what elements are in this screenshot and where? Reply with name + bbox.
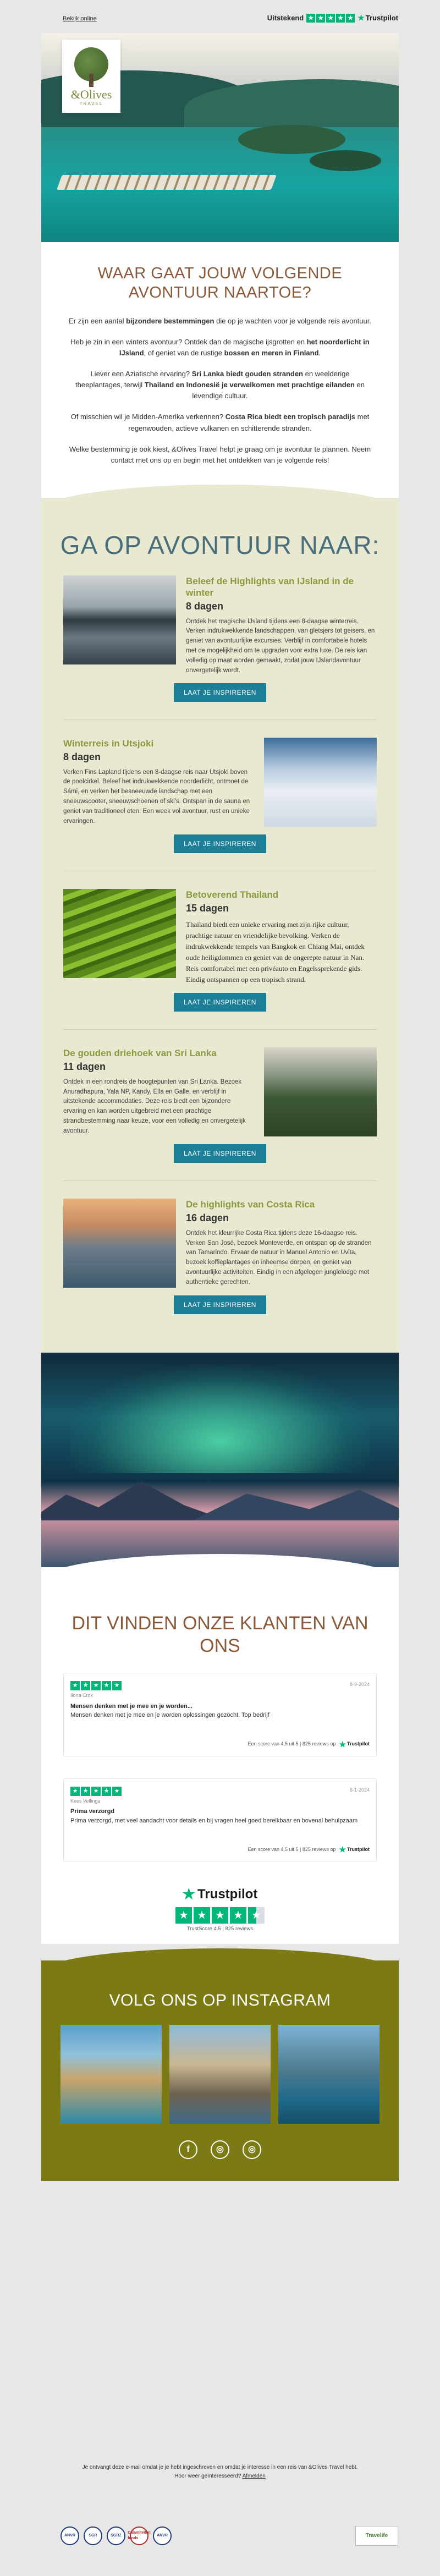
trustpilot-star-icon: ★ [339,1845,346,1854]
star-icon: ★ [81,1787,90,1796]
calamiteitenfonds-badge: Calamiteiten fonds [130,2526,148,2545]
star-icon: ★ [81,1681,90,1690]
trip-description: Ontdek in een rondreis de hoogtepunten van Sri Lanka. Bezoek Anuradhapura, Yala NP, Kandy, Ella en Galle, en verblijf in uitstekende accommodaties. Deze reis biedt een bijzondere ervaring en kan worden uitgebreid met een prachtige strandbestemming naar keuze, voor een volledig en onvergetelijk avontuur. [63,1078,246,1134]
review-card[interactable] [63,1778,377,1862]
review-footer [70,1844,370,1855]
trustpilot-star-icon: ★ [339,1739,346,1749]
trip-duration: 8 dagen [186,600,224,612]
review-title: Prima verzorgd [70,1808,115,1815]
trustpilot-summary-stars [63,1907,377,1924]
star-icon: ★ [102,1787,111,1796]
divider [63,719,377,720]
intro-title: WAAR GAAT JOUW VOLGENDE AVONTUUR NAARTOE? [97,265,343,301]
footer-unsubscribe-line [41,2472,399,2481]
top-bar [61,12,398,23]
review-author: Kees Vellinga [70,1798,101,1804]
trip-title[interactable]: Betoverend Thailand [186,889,279,900]
star-icon: ★ [346,14,355,23]
trustscore: TrustScore 4.5 | 825 reviews [186,1926,254,1932]
trip-duration: 16 dagen [186,1212,229,1223]
text: Liever een Aziatische ervaring? [90,370,192,378]
trip-image-utsjoki[interactable] [264,738,377,827]
review-text: Prima verzorgd, met veel aandacht voor details en bij vragen heel goed bereikbaar en bovenal behulpzaam [70,1817,358,1824]
sgrz-badge: SGRZ [107,2526,125,2545]
review-date: 8-9-2024 [349,1682,370,1688]
olives-travel-logo[interactable] [62,40,120,113]
intro-paragraph [69,411,371,433]
text-bold: bijzondere bestemmingen [126,316,215,325]
facebook-icon[interactable]: f [179,2140,197,2159]
trip-title[interactable]: Winterreis in Utsjoki [63,738,154,749]
footer [41,2463,399,2481]
text-bold: bossen en meren in Finland [224,348,319,357]
inspire-button[interactable]: LAAT JE INSPIREREN [174,993,266,1012]
trustpilot-stars [306,14,355,23]
hero-floating-huts [57,175,277,190]
divider [63,1180,377,1181]
social-links [61,2140,380,2159]
instagram-post-image[interactable] [278,2025,380,2124]
trip-title[interactable]: Beleef de Highlights van IJsland in de winter [186,576,354,598]
star-icon: ★ [326,14,335,23]
trip-duration: 8 dagen [63,751,101,762]
star-icon: ★ [212,1907,228,1924]
star-icon: ★ [112,1787,122,1796]
star-icon: ★ [336,14,345,23]
text-bold: Thailand en Indonesië je verwelkomen met prachtige eilanden [144,381,355,389]
trip-text [63,1047,254,1136]
trip-image-costa-rica[interactable] [63,1199,176,1288]
review-footer [70,1739,370,1750]
text: Of misschien wil je Midden-Amerika verkennen? [70,413,226,421]
trip-title[interactable]: De gouden driehoek van Sri Lanka [63,1048,217,1059]
divider [63,1029,377,1030]
text: en weelderige theeplantages, terwijl [75,370,350,389]
text: Er zijn een aantal [69,316,127,325]
anvr-badge: ANVR [153,2526,172,2545]
instagram-post-image[interactable] [169,2025,271,2124]
instagram-post-image[interactable] [61,2025,162,2124]
trip-description: Ontdek het magische IJsland tijdens een 8-daagse winterreis. Verken indrukwekkende landschappen, van gletsjers tot geisers, en geniet van avontuurlijke excursies. Verblijf in comfortabele hotels met de mogelijkheid om te upgraden voor extra luxe. De reis kan volledig op maat worden gemaakt, zodat jouw IJslandavontuur onvergetelijk wordt. [186,618,375,674]
star-icon: ★ [112,1681,122,1690]
intro-paragraph [69,316,371,327]
inspire-button[interactable]: LAAT JE INSPIREREN [174,683,266,702]
trip-duration: 15 dagen [186,902,229,914]
trustpilot-brand: Trustpilot [365,13,398,22]
reviews-title: DIT VINDEN ONZE KLANTEN VAN ONS [72,1613,369,1657]
text: Hoor weer geïnteresseerd? [174,2473,243,2479]
hero-island [238,125,345,154]
instagram-icon[interactable]: ◎ [243,2140,261,2159]
review-date: 8-1-2024 [349,1787,370,1793]
text-bold: het noorderlicht in IJsland [119,337,370,357]
trustpilot-logo [358,12,398,24]
section-curve [41,1567,399,1606]
trustpilot-logo [339,1739,370,1750]
hero-image [41,33,399,242]
text: Heb je zin in een winters avontuur? Ontdek dan de magische ijsgrotten en [70,337,307,346]
star-icon: ★ [91,1681,101,1690]
anvr-badge: ANVR [61,2526,79,2545]
intro-paragraph [69,337,371,359]
footer-notice: Je ontvangt deze e-mail omdat je je hebt ingeschreven en omdat je interesse in een reis van &Olives Travel hebt. [82,2464,358,2470]
trip-text [186,1199,377,1288]
trip-card [41,889,399,1012]
trip-duration: 11 dagen [63,1061,106,1072]
trustpilot-star-icon: ★ [182,1886,195,1903]
text: en levendige cultuur. [192,381,365,400]
trustpilot-rating-label: Uitstekend [267,13,304,22]
sgr-badge: SGR [84,2526,102,2545]
review-author: Ilona Crok [70,1693,94,1699]
trip-description: Verken Fins Lapland tijdens een 8-daagse reis naar Utsjoki boven de poolcirkel. Beleef het indrukwekkende noorderlicht, ontmoet de Sámi, en verken het besneeuwde landschap met een sneeuwscooter, sneeuwschoenen of ski's. Ontspan in de sauna en geniet van traditioneel eten. Een week vol avontuur, rust en unieke ervaringen. [63,768,250,825]
view-online-link[interactable]: Bekijk online [63,15,97,22]
trip-image-sri-lanka[interactable] [264,1047,377,1136]
certification-badges [61,2526,398,2546]
trustpilot-summary[interactable] [63,1883,377,1933]
star-icon: ★ [230,1907,246,1924]
text: met regenwouden, actieve vulkanen en schitterende stranden. [128,413,370,432]
review-score: Een score van 4,5 uit 5 | 825 reviews op [248,1741,336,1747]
trustpilot-brand: Trustpilot [347,1846,370,1852]
review-card[interactable] [63,1673,377,1756]
intro-paragraph [69,369,371,402]
email-body [41,33,399,2181]
travelife-badge: Travelife [355,2526,398,2546]
trip-text [186,889,377,985]
star-icon: ★ [70,1681,80,1690]
instagram-icon[interactable]: ◎ [211,2140,229,2159]
star-icon: ★ [316,14,325,23]
aurora-mountain [184,1486,399,1524]
logo-name: &Olives [70,87,112,101]
trip-card [41,1047,399,1163]
text-bold: Sri Lanka biedt gouden stranden [191,370,303,378]
intro-paragraph: Welke bestemming je ook kiest, &Olives Travel helpt je graag om je avontuur te plannen. Neem contact met ons op en begin met het ontdekken van je volgende reis! [69,444,371,464]
review-text: Mensen denken met je mee en je worden oplossingen gezocht. Top bedrijf [70,1712,270,1719]
review-score: Een score van 4,5 uit 5 | 825 reviews op [248,1846,336,1852]
adventure-section [41,498,399,1353]
unsubscribe-link[interactable]: Afmelden [242,2473,266,2479]
text: die op je wachten voor je volgende reis avontuur. [214,316,371,325]
review-title: Mensen denken met je mee en je worden... [70,1702,193,1710]
star-icon: ★ [194,1907,210,1924]
trustpilot-logo [339,1844,370,1855]
reviews-section [41,1606,399,1944]
trip-card [41,1199,399,1314]
trip-text [186,575,377,675]
star-icon: ★ [91,1787,101,1796]
star-icon: ★ [70,1787,80,1796]
trustpilot-header-rating[interactable] [267,12,398,24]
adventure-title: GA OP AVONTUUR NAAR: [60,531,380,559]
text: . [318,348,321,357]
trustpilot-brand: Trustpilot [197,1886,258,1902]
text: , of geniet van de rustige [144,348,224,357]
star-icon: ★ [102,1681,111,1690]
star-icon: ★ [175,1907,192,1924]
instagram-title: VOLG ONS OP INSTAGRAM [109,1991,331,2010]
review-stars [70,1787,370,1796]
olive-tree-trunk [89,74,94,87]
inspire-button[interactable]: LAAT JE INSPIREREN [174,1295,266,1314]
trip-image-iceland[interactable] [63,575,176,664]
trip-text [63,738,254,827]
star-half-icon: ★ [248,1907,265,1924]
trip-description: Ontdek het kleurrijke Costa Rica tijdens deze 16-daagse reis. Verken San José, bezoek Monteverde, en ontspan op de stranden van Tamarindo. Ervaar de natuur in Manuel Antonio en Uvita, bezoek koffieplantages en inheemse dorpen, en geniet van avontuurlijke activiteiten. Eindig in een afgelegen junglelodge met authentieke gerechten. [186,1229,372,1286]
text-bold: Costa Rica biedt een tropisch paradijs [225,413,355,421]
review-stars [70,1681,370,1690]
trip-title[interactable]: De highlights van Costa Rica [186,1199,315,1210]
logo-sub: TRAVEL [79,101,103,106]
star-icon: ★ [306,14,315,23]
trip-card [41,575,399,702]
trip-image-thailand[interactable] [63,889,176,978]
instagram-section [41,1960,399,2181]
inspire-button[interactable]: LAAT JE INSPIREREN [174,1144,266,1163]
trip-card [41,738,399,853]
aurora-banner-image [41,1353,399,1567]
trustpilot-star-icon: ★ [358,13,365,22]
aurora-glow [70,1366,370,1473]
trustpilot-summary-logo [63,1883,377,1905]
hero-island [310,150,381,171]
trip-description: Thailand biedt een unieke ervaring met zijn rijke cultuur, prachtige natuur en vriendelijke bevolking. Verken de indrukwekkende tempels van Bangkok en Chiang Mai, ontdek oude heiligdommen en geniet van de ongerepte natuur in Nan. Reis comfortabel met een privéauto en Engelssprekende gids. Eindig ontspannen op een tropisch strand. [186,920,365,984]
inspire-button[interactable]: LAAT JE INSPIREREN [174,834,266,853]
trustpilot-brand: Trustpilot [347,1741,370,1747]
intro-section [41,242,399,498]
